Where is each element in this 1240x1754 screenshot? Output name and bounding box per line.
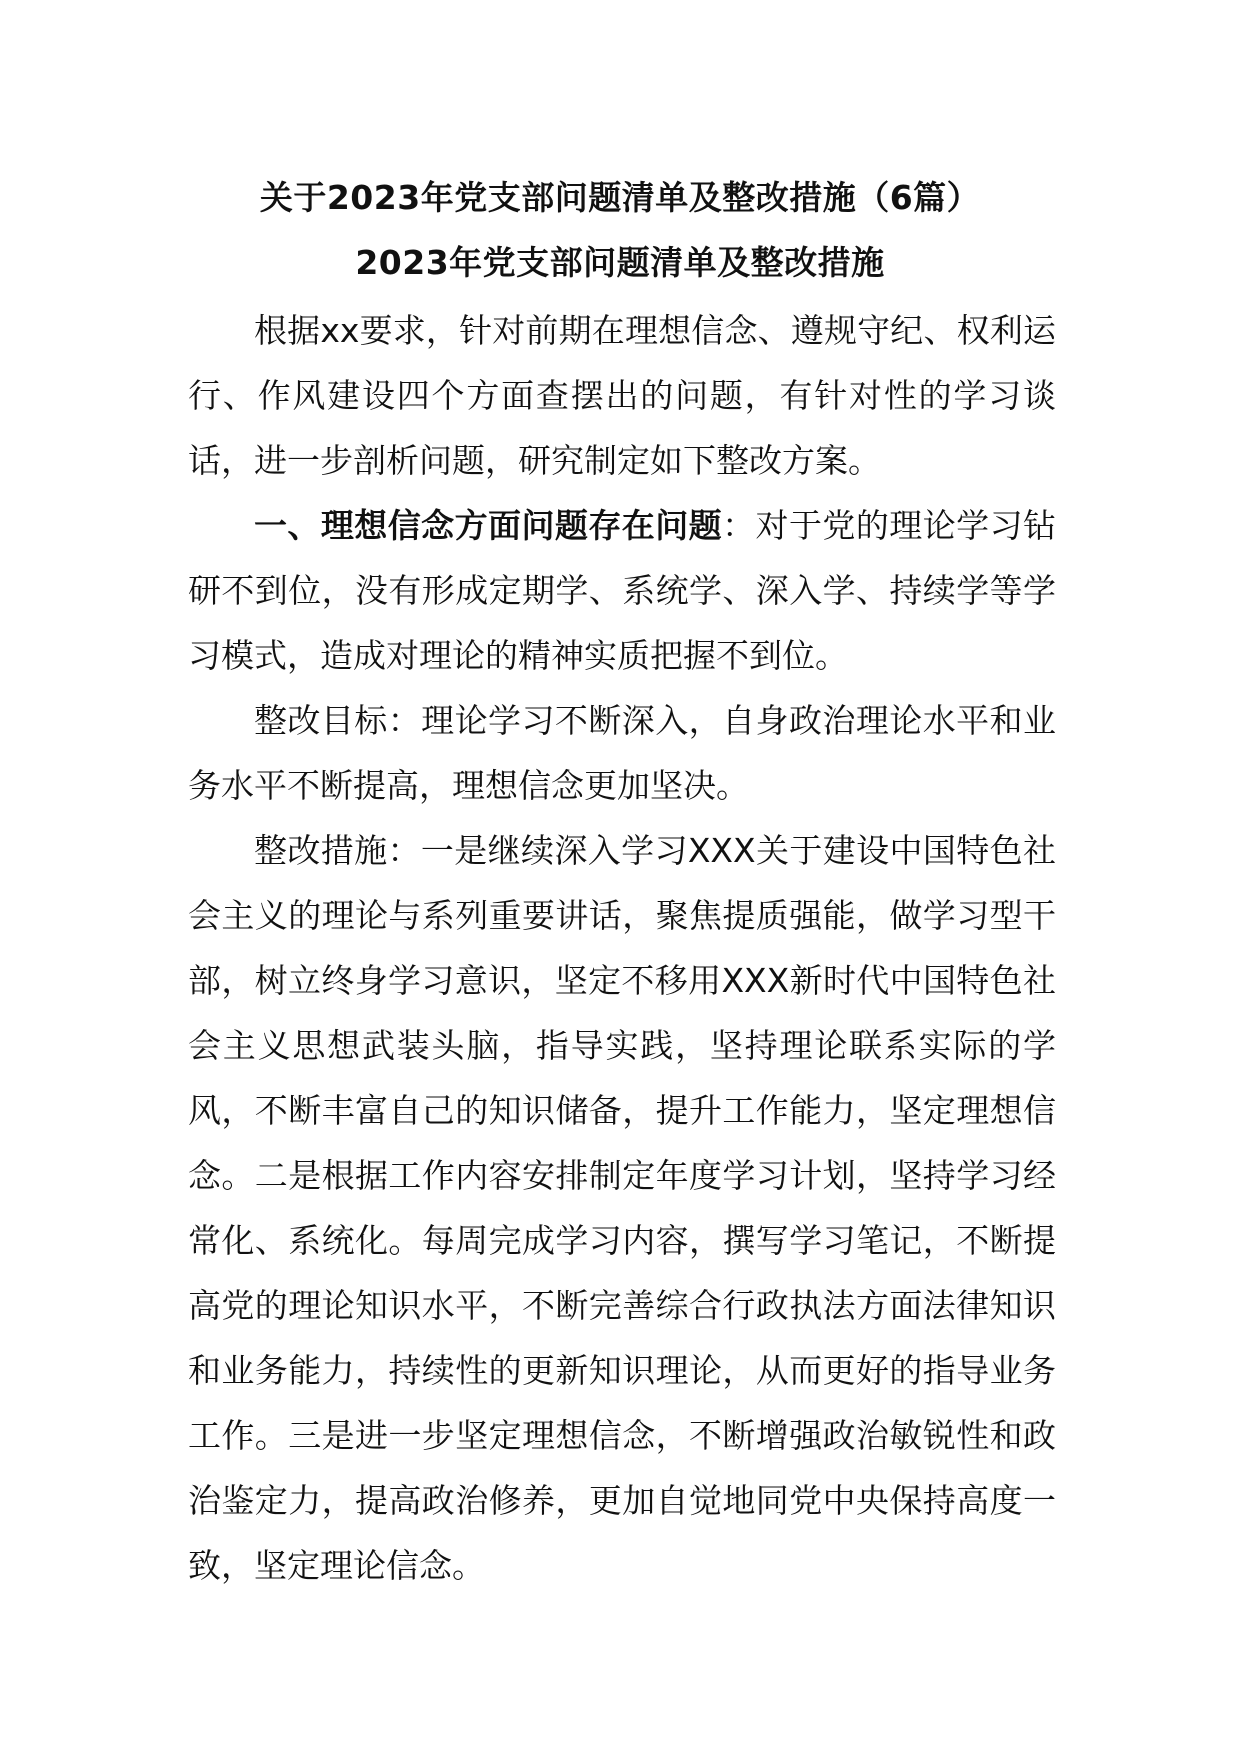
document-body (188, 298, 1056, 1598)
section1-problem-text: ：对于党的理论学习钻研不到位，没有形成定期学、系统学、深入学、持续学等学习模式，造成对理论的精神实质把握不到位。 (188, 506, 1057, 675)
document-title: 关于2023年党支部问题清单及整改措施（6篇） (259, 178, 981, 217)
goal-paragraph: 整改目标：理论学习不断深入，自身政治理论水平和业务水平不断提高，理想信念更加坚决。 (188, 701, 1056, 805)
measures-paragraph: 整改措施：一是继续深入学习XXX关于建设中国特色社会主义的理论与系列重要讲话，聚焦提质强能，做学习型干部，树立终身学习意识，坚定不移用XXX新时代中国特色社会主义思想武装头脑，指导实践，坚持理论联系实际的学风，不断丰富自己的知识储备，提升工作能力，坚定理想信念。二是根据工作内容安排制定年度学习计划，坚持学习经常化、系统化。每周完成学习内容，撰写学习笔记，不断提高党的理论知识水平，不断完善综合行政执法方面法律知识和业务能力，持续性的更新知识理论，从而更好的指导业务工作。三是进一步坚定理想信念，不断增强政治敏锐性和政治鉴定力，提高政治修养，更加自觉地同党中央保持高度一致，坚定理论信念。 (188, 831, 1056, 1585)
intro-paragraph: 根据xx要求，针对前期在理想信念、遵规守纪、权利运行、作风建设四个方面查摆出的问题，有针对性的学习谈话，进一步剖析问题，研究制定如下整改方案。 (188, 311, 1056, 480)
section1-paragraph (188, 493, 1056, 688)
section1-heading: 一、理想信念方面问题存在问题 (254, 506, 723, 545)
document-subtitle: 2023年党支部问题清单及整改措施 (355, 243, 885, 282)
